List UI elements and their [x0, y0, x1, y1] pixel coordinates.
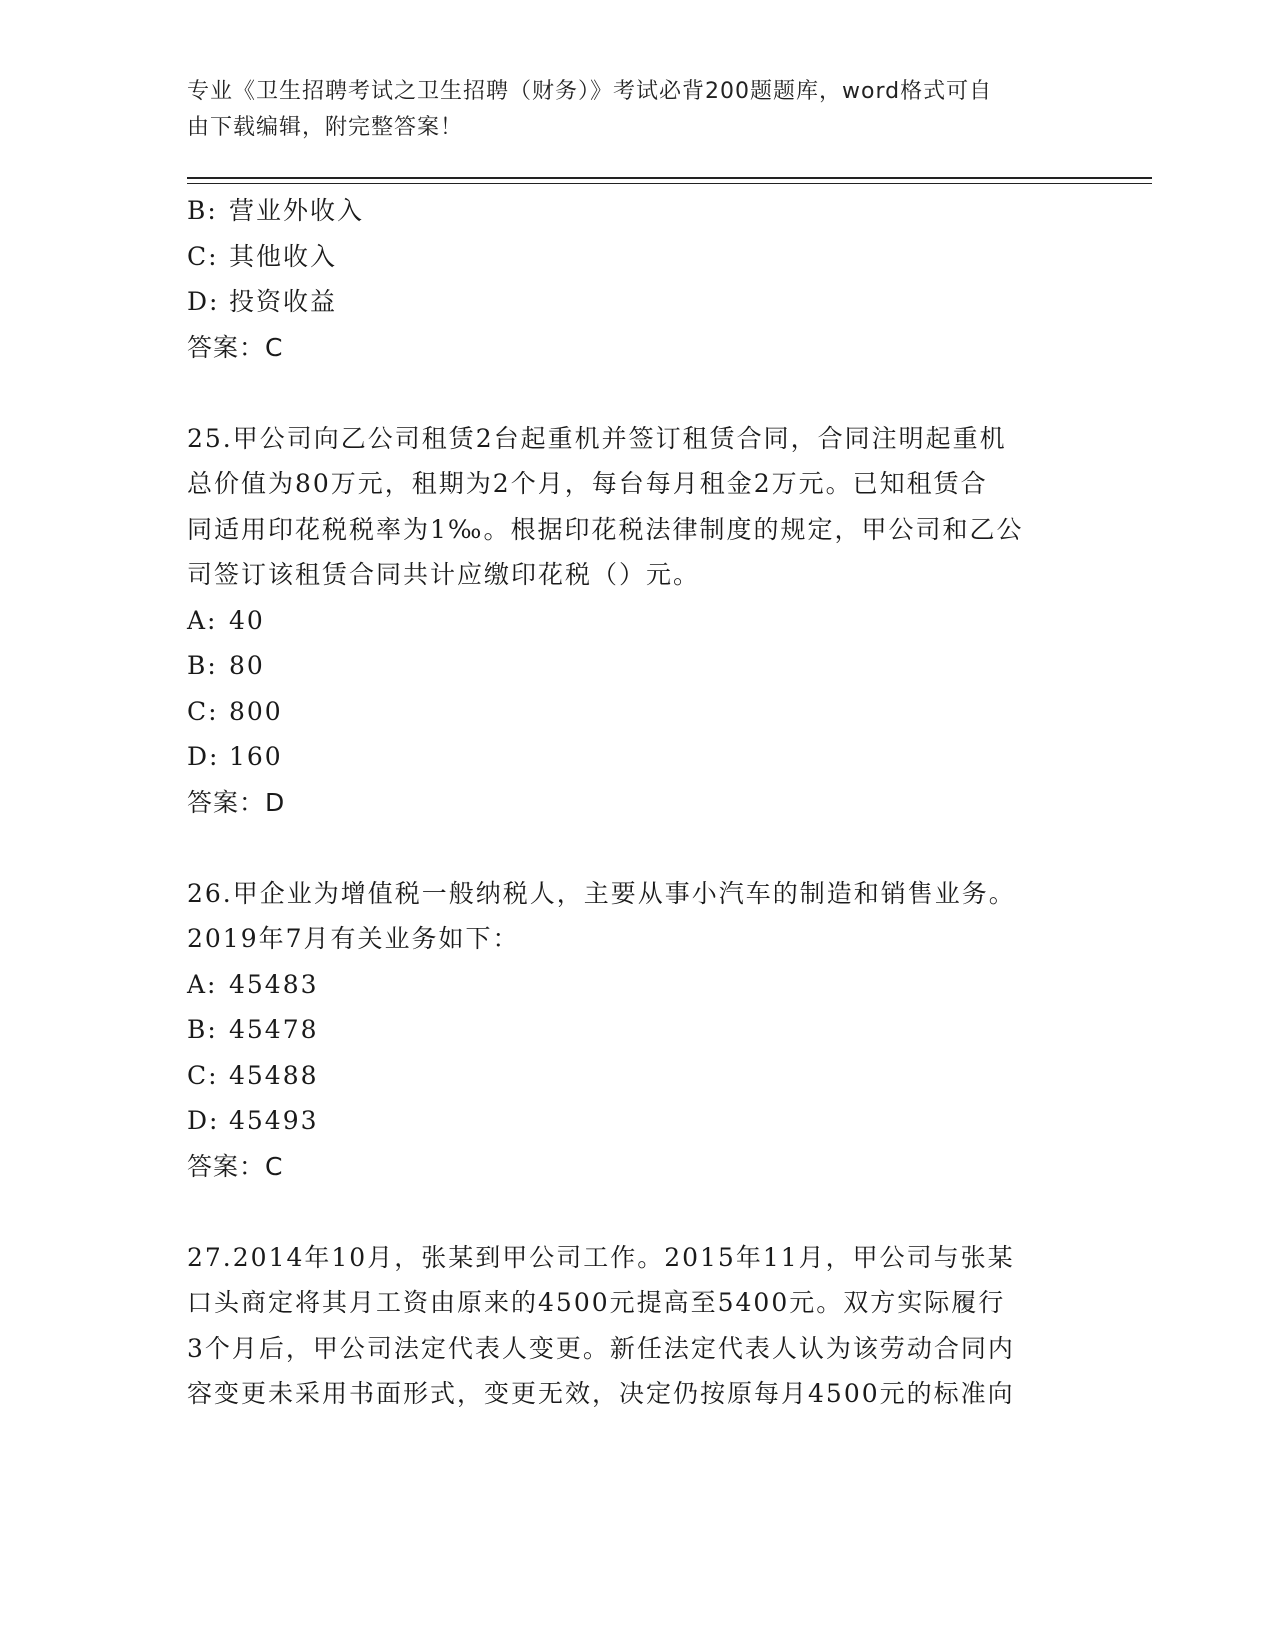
header-divider-thick [187, 177, 1152, 179]
option-label: D: [187, 287, 220, 316]
question-text-line: 口头商定将其月工资由原来的4500元提高至5400元。双方实际履行 [187, 1288, 1006, 1317]
option-label: C: [187, 1060, 219, 1090]
spacer [187, 370, 1087, 416]
option-b [187, 188, 1087, 234]
question-list [187, 188, 1087, 1417]
option-d [187, 734, 1087, 780]
option-label: A: [187, 969, 218, 999]
option-b [187, 1007, 1087, 1053]
option-c [187, 689, 1087, 735]
option-text: 其他收入 [229, 241, 338, 271]
spacer [187, 825, 1087, 871]
header-line-2: 由下载编辑，附完整答案！ [187, 115, 464, 140]
question-text-line: 25.甲公司向乙公司租赁2台起重机并签订租赁合同，合同注明起重机 [187, 423, 1007, 453]
spacer [187, 1189, 1087, 1235]
option-text: 40 [229, 605, 265, 635]
option-text: 80 [229, 651, 265, 680]
option-label: B: [187, 1015, 218, 1044]
option-text: 45478 [229, 1015, 319, 1044]
option-label: D: [187, 742, 220, 771]
answer: 答案：C [187, 1151, 284, 1181]
option-text: 800 [229, 696, 283, 726]
question-text-line: 2019年7月有关业务如下： [187, 924, 520, 953]
option-label: B: [187, 196, 218, 225]
header-line-1: 专业《卫生招聘考试之卫生招聘（财务）》考试必背200题题库，word格式可自 [187, 79, 993, 104]
question-text-line: 27.2014年10月，张某到甲公司工作。2015年11月，甲公司与张某 [187, 1242, 1015, 1272]
option-label: C: [187, 241, 219, 271]
option-a [187, 598, 1087, 644]
option-text: 投资收益 [229, 287, 338, 316]
question-text-line: 司签订该租赁合同共计应缴印花税（）元。 [187, 560, 701, 589]
question-26 [187, 871, 1087, 1190]
question-25 [187, 416, 1087, 826]
option-a [187, 962, 1087, 1008]
question-text-line: 26.甲企业为增值税一般纳税人，主要从事小汽车的制造和销售业务。 [187, 878, 1016, 908]
option-d [187, 1098, 1087, 1144]
header-divider-thin [187, 183, 1152, 184]
option-text: 营业外收入 [229, 196, 365, 225]
option-label: A: [187, 605, 218, 635]
option-text: 45488 [229, 1060, 319, 1090]
question-text-line: 容变更未采用书面形式，变更无效，决定仍按原每月4500元的标准向 [187, 1379, 1015, 1408]
question-24-continued [187, 188, 1087, 370]
option-text: 45483 [229, 969, 319, 999]
answer: 答案：D [187, 787, 286, 817]
option-c [187, 234, 1087, 280]
option-text: 45493 [229, 1106, 319, 1135]
option-label: B: [187, 651, 218, 680]
question-27 [187, 1235, 1087, 1417]
option-c [187, 1053, 1087, 1099]
option-d [187, 279, 1087, 325]
option-label: C: [187, 696, 219, 726]
option-label: D: [187, 1106, 220, 1135]
question-text-line: 同适用印花税税率为1‰。根据印花税法律制度的规定，甲公司和乙公 [187, 514, 1024, 544]
option-text: 160 [229, 742, 283, 771]
option-b [187, 643, 1087, 689]
question-text-line: 总价值为80万元，租期为2个月，每台每月租金2万元。已知租赁合 [187, 469, 988, 498]
answer: 答案：C [187, 332, 284, 362]
question-text-line: 3个月后，甲公司法定代表人变更。新任法定代表人认为该劳动合同内 [187, 1333, 1015, 1363]
page-header [187, 74, 1067, 146]
